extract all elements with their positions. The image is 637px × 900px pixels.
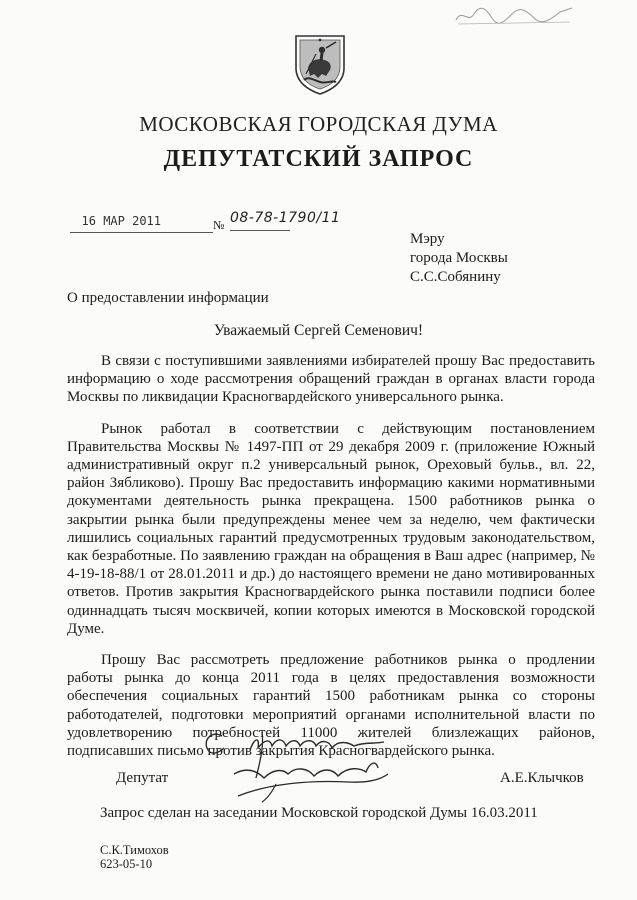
paragraph: В связи с поступившими заявлениями избирателей прошу Вас предоставить информацию о ходе рассмотрения обращений граждан в органах власти города Москвы по ликвидации Красногвардейского универсального рынка. — [67, 353, 595, 406]
moscow-coat-of-arms-icon — [292, 30, 348, 96]
session-statement: Запрос сделан на заседании Московской городской Думы 16.03.2011 — [100, 805, 538, 821]
addressee-line: Мэру — [410, 231, 445, 247]
organization-name: МОСКОВСКАЯ ГОРОДСКАЯ ДУМА — [139, 112, 498, 136]
addressee-block — [410, 230, 508, 287]
registration-date-field — [70, 212, 213, 233]
addressee-line: города Москвы — [410, 250, 508, 266]
registration-number: 08-78-1790/11 — [230, 210, 341, 226]
salutation: Уважаемый Сергей Семенович! — [213, 322, 424, 339]
handwritten-signature-icon — [198, 722, 398, 808]
addressee-line: С.С.Собянину — [410, 269, 501, 285]
executor-phone: 623-05-10 — [100, 857, 153, 871]
paragraph: Прошу Вас рассмотреть предложение работников рынка о продлении работы рынка до конца 2011 года в целях предоставления возможности обеспечения социальных гарантий 1500 работникам рынка со стороны работодателей, подготовки мероприятий органами исполнительной власти по удовлетворению потребностей 11000 жителей близлежащих районов, подписавших письмо против закрытия Красногвардейского рынка. — [67, 652, 595, 760]
executor-name: С.К.Тимохов — [100, 843, 169, 857]
letter-body — [67, 352, 595, 773]
subject-line: О предоставлении информации — [67, 290, 269, 306]
registration-date: 16 МАР 2011 — [81, 214, 161, 228]
handwritten-mark-icon — [452, 4, 578, 28]
signatory-name: А.Е.Клычков — [500, 770, 584, 786]
paragraph: Рынок работал в соответствии с действующим постановлением Правительства Москвы № 1497-ПП от 29 декабря 2009 г. (приложение Южный административный округ п.2 универсальный рынок, Ореховый бульв., вл. 22, район Зябликово). Прошу Вас предоставить информацию какими нормативными документами деятельность рынка прекращена. 1500 работников рынка о закрытии рынка были предупреждены менее чем за неделю, чем фактически лишились социальных гарантий предусмотренных трудовым законодательством, как безработные. По заявлению граждан на обращения в Ваш адрес (например, № 4-19-18-88/1 от 28.01.2011 и др.) до настоящего времени не дано мотивированных ответов. Против закрытия Красногвардейского рынка поставили подписи более одиннадцать тысяч москвичей, копии которых имеются в Московской городской Думе. — [67, 420, 595, 637]
number-sign: № — [213, 218, 225, 232]
document-title: ДЕПУТАТСКИЙ ЗАПРОС — [163, 146, 474, 172]
registration-number-field — [230, 206, 341, 231]
signatory-position: Депутат — [116, 770, 169, 786]
